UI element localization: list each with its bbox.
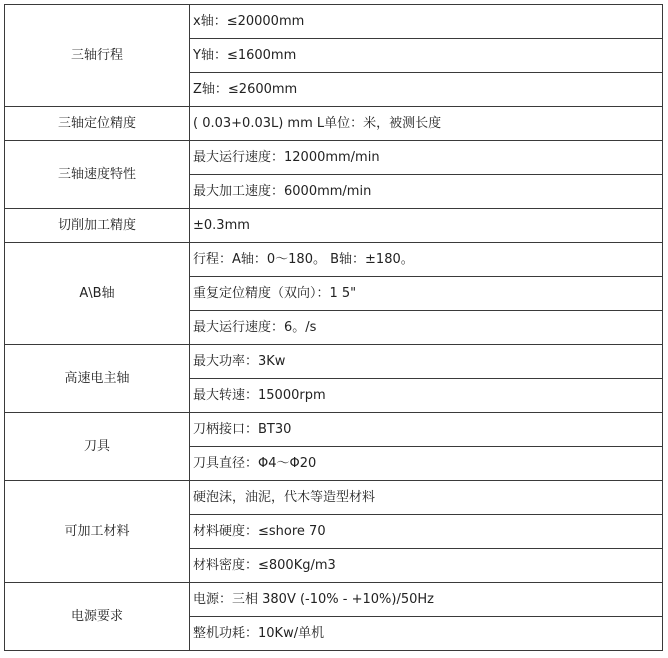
table-row: [5, 583, 663, 617]
table-row: [5, 243, 663, 277]
table-row: [5, 345, 663, 379]
category-cell: 电源要求: [5, 583, 190, 651]
table-row: [5, 413, 663, 447]
value-cell: 重复定位精度（双向）：1 5": [190, 277, 663, 311]
value-cell: 最大加工速度：6000mm/min: [190, 175, 663, 209]
value-cell: 材料硬度：≤shore 70: [190, 515, 663, 549]
value-cell: 最大运行速度：6。/s: [190, 311, 663, 345]
value-cell: Y轴：≤1600mm: [190, 39, 663, 73]
category-cell: 三轴速度特性: [5, 141, 190, 209]
value-cell: ±0.3mm: [190, 209, 663, 243]
value-cell: ( 0.03+0.03L) mm L单位：米，被测长度: [190, 107, 663, 141]
table-row: [5, 209, 663, 243]
category-cell: 三轴行程: [5, 5, 190, 107]
table-row: [5, 5, 663, 39]
value-cell: 刀具直径：Φ4～Φ20: [190, 447, 663, 481]
table-row: [5, 141, 663, 175]
value-cell: 刀柄接口：BT30: [190, 413, 663, 447]
value-cell: 硬泡沫，油泥，代木等造型材料: [190, 481, 663, 515]
value-cell: 行程：A轴：0～180。 B轴：±180。: [190, 243, 663, 277]
value-cell: 电源：三相 380V (-10% - +10%)/50Hz: [190, 583, 663, 617]
category-cell: A\B轴: [5, 243, 190, 345]
category-cell: 可加工材料: [5, 481, 190, 583]
value-cell: 整机功耗：10Kw/单机: [190, 617, 663, 651]
category-cell: 高速电主轴: [5, 345, 190, 413]
value-cell: 材料密度：≤800Kg/m3: [190, 549, 663, 583]
value-cell: 最大功率：3Kw: [190, 345, 663, 379]
value-cell: 最大转速：15000rpm: [190, 379, 663, 413]
category-cell: 三轴定位精度: [5, 107, 190, 141]
table-row: [5, 481, 663, 515]
table-row: [5, 107, 663, 141]
value-cell: 最大运行速度：12000mm/min: [190, 141, 663, 175]
spec-table: [4, 4, 663, 651]
value-cell: Z轴：≤2600mm: [190, 73, 663, 107]
category-cell: 刀具: [5, 413, 190, 481]
category-cell: 切削加工精度: [5, 209, 190, 243]
value-cell: x轴：≤20000mm: [190, 5, 663, 39]
